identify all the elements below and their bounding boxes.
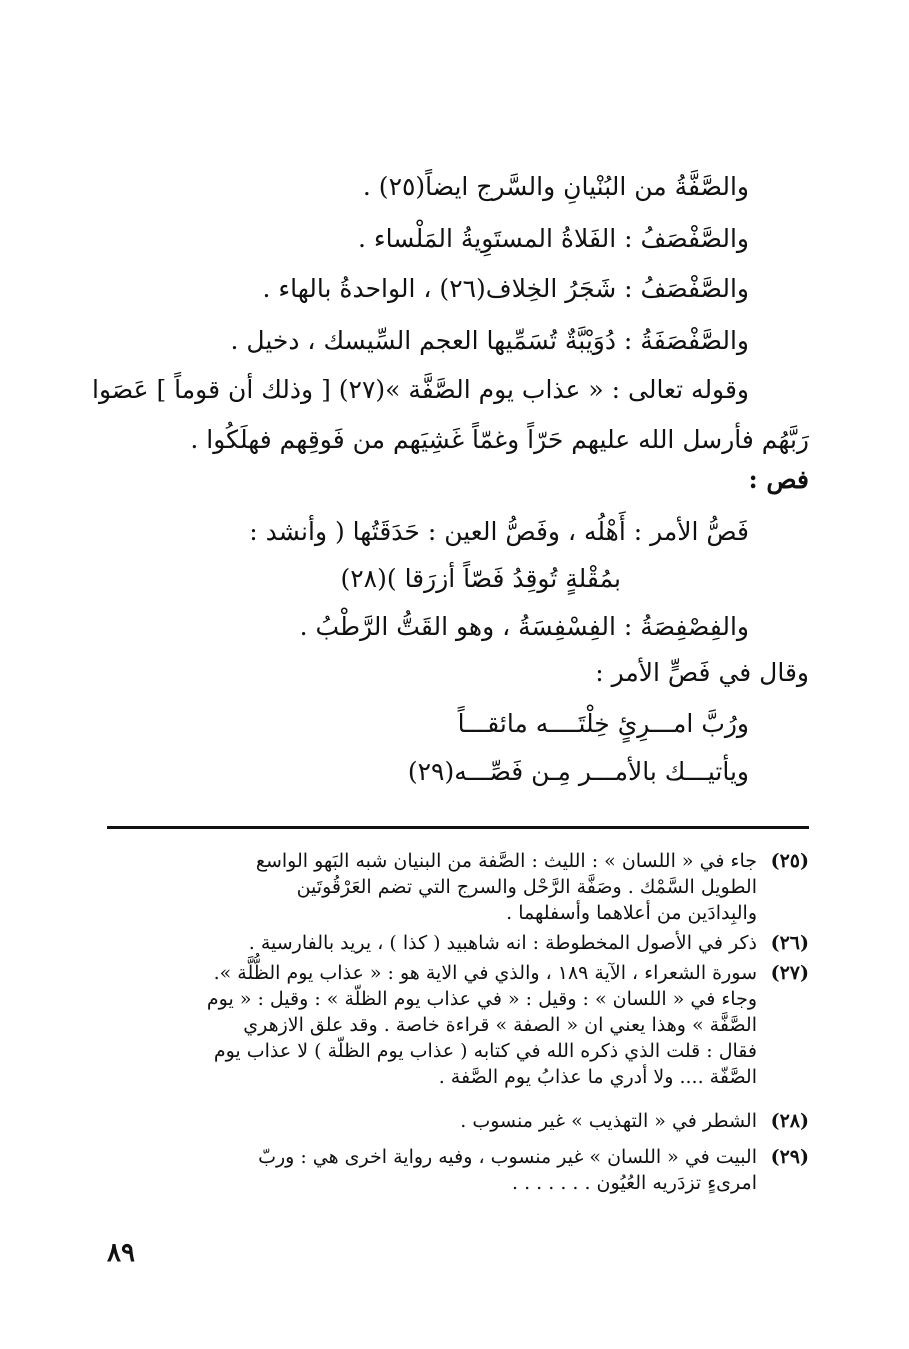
- main-text-line-1: والصَّفَّةُ من البُنْيانِ والسَّرج ايضاً(٢٥) .: [362, 172, 749, 201]
- section-text-line-1: فَصُّ الأمر : أَهْلُه ، وفَصُّ العين : حَدَقَتُها ( وأنشد :: [249, 517, 749, 546]
- footnote-25-line-2: الطويل السَّمْك . وصَفَّة الرَّحْل والسرج التي تضم العَرْقُوتَين: [296, 876, 757, 898]
- footnote-divider: [107, 826, 809, 829]
- main-text-line-2: والصَّفْصَفُ : الفَلاةُ المستَوِيةُ المَلْساء .: [358, 224, 749, 253]
- footnote-27-line-5: الصَّفّة .... ولا أدري ما عذابُ يوم الصَّفة .: [438, 1066, 757, 1088]
- footnote-27-line-1: سورة الشعراء ، الآية ١٨٩ ، والذي في الاية هو : « عذاب يوم الظُّلَّة ».: [213, 962, 757, 984]
- footnote-25-line-1: جاء في « اللسان » : الليث : الصَّفة من البنيان شبه البَهو الواسع: [255, 850, 757, 872]
- page-number: ٨٩: [107, 1238, 135, 1268]
- footnote-25-line-3: والبِدادَين من أعلاهما وأسفلهما .: [506, 902, 757, 924]
- section-text-line-2: بمُقْلةٍ تُوقِدُ فَصّاً أزرَقا )(٢٨): [340, 564, 621, 593]
- verse-line-2: ويأتيـــك بالأمـــر مِـن فَصِّـــه(٢٩): [407, 757, 749, 786]
- footnote-number-25: (٢٥): [770, 850, 809, 872]
- section-text-line-4: وقال في فَصٍّ الأمر :: [595, 658, 809, 687]
- section-text-line-3: والفِصْفِصَةُ : الفِسْفِسَةُ ، وهو القَتُّ الرَّطْبُ .: [299, 612, 749, 641]
- footnote-27-line-3: الصَّفَّة » وهذا يعني ان « الصفة » قراءة خاصة . وقد علق الازهري: [243, 1014, 757, 1036]
- section-heading: فص :: [748, 465, 809, 494]
- footnote-28-line-1: الشطر في « التهذيب » غير منسوب .: [460, 1110, 757, 1132]
- main-text-line-6: رَبَّهُم فأرسل الله عليهم حَرّاً وغمّاً غَشِيَهم من فَوقِهم فهلَكُوا .: [190, 425, 809, 454]
- footnote-number-29: (٢٩): [770, 1146, 809, 1168]
- main-text-line-4: والصَّفْصَفَةُ : دُوَيْبَّةٌ تُسَمِّيها العجم السِّيسك ، دخيل .: [230, 326, 749, 355]
- footnote-number-28: (٢٨): [770, 1110, 809, 1132]
- footnote-number-27: (٢٧): [770, 962, 809, 984]
- main-text-line-5: وقوله تعالى : « عذاب يوم الصَّفَّة »(٢٧) [ وذلك أن قوماً ] عَصَوا: [92, 375, 749, 404]
- footnote-number-26: (٢٦): [770, 932, 809, 954]
- footnote-27-line-4: فقال : قلت الذي ذكره الله في كتابه ( عذاب يوم الظلّة ) لا عذاب يوم: [213, 1040, 757, 1062]
- footnote-27-line-2: وجاء في « اللسان » : وقيل : « في عذاب يوم الظلّة » : وقيل : « يوم: [206, 988, 757, 1010]
- main-text-line-3: والصَّفْصَفُ : شَجَرُ الخِلاف(٢٦) ، الواحدةُ بالهاء .: [262, 274, 749, 303]
- footnote-26-line-1: ذكر في الأصول المخطوطة : انه شاهبيد ( كذا ) ، يريد بالفارسية .: [248, 932, 757, 954]
- verse-line-1: ورُبَّ امـــرِئٍ خِلْتَــــه مائقـــاً: [457, 709, 749, 738]
- footnote-29-line-2: امرىءٍ تزدَريه العُيُون . . . . . . .: [512, 1172, 757, 1194]
- footnote-29-line-1: البيت في « اللسان » غير منسوب ، وفيه رواية اخرى هي : وربّ: [258, 1146, 757, 1168]
